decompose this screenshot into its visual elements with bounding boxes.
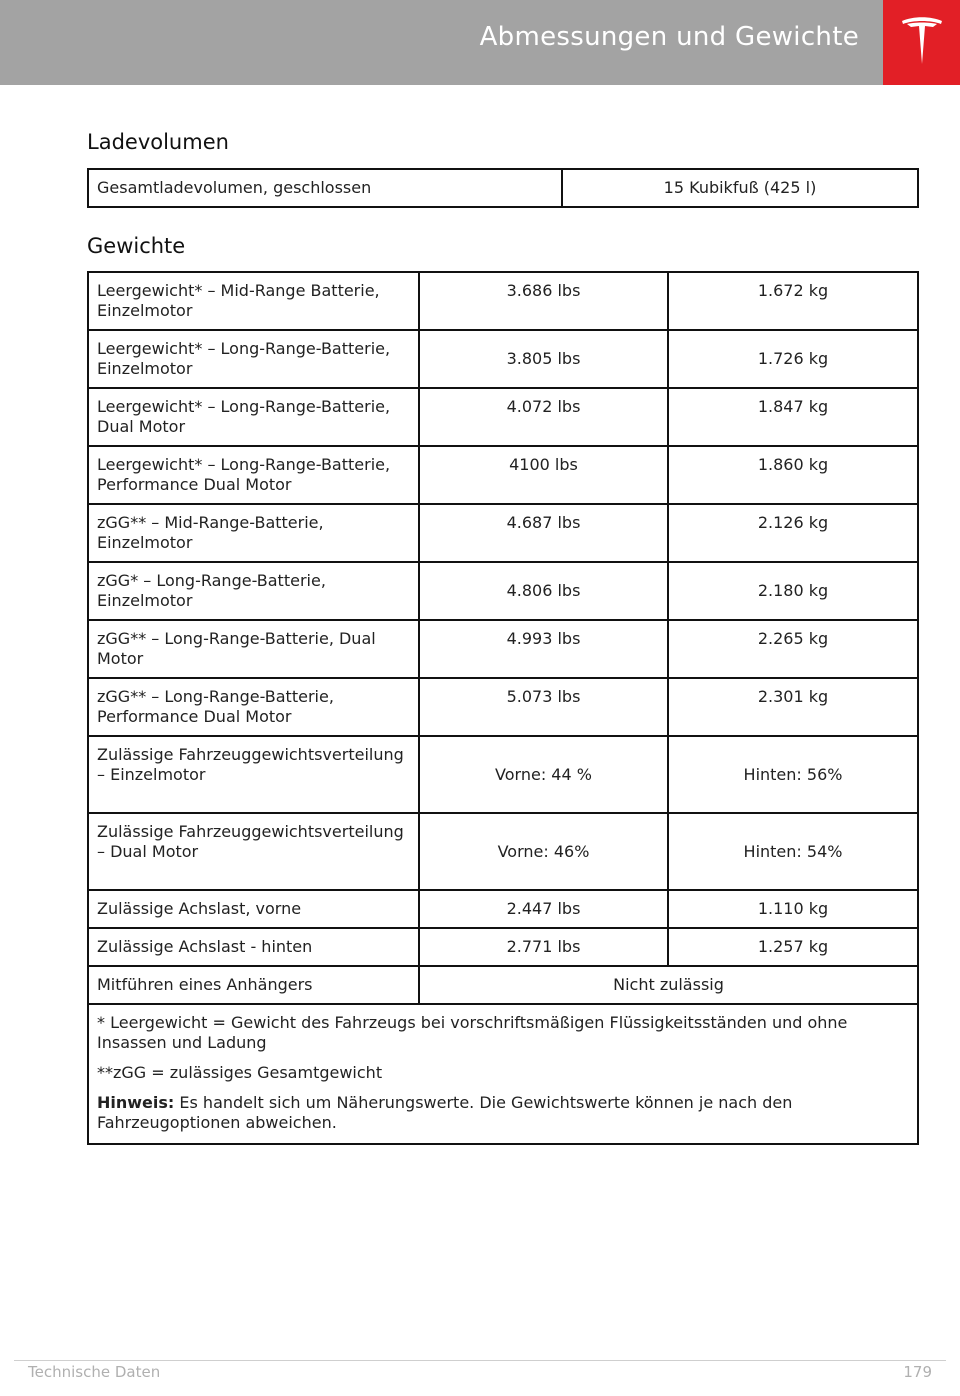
footer-section: Technische Daten [28,1363,161,1381]
row-lbs: 4.072 lbs [419,388,668,446]
row-kg: 1.672 kg [668,272,918,330]
table-row [88,678,918,736]
hint-text: Es handelt sich um Näherungswerte. Die Gewichtswerte können je nach den Fahrzeugoptionen abweichen. [97,1093,793,1132]
row-label: Leergewicht* – Long-Range-Batterie, Performance Dual Motor [88,446,419,504]
trailer-label: Mitführen eines Anhängers [88,966,419,1004]
hint-note [97,1093,909,1133]
header-bar [0,0,883,85]
table-row [88,169,918,207]
table-row [88,388,918,446]
axle-kg: 1.257 kg [668,928,918,966]
distribution-front: Vorne: 46% [419,813,668,890]
table-row [88,330,918,388]
cargo-table [87,168,919,208]
distribution-rear: Hinten: 56% [668,736,918,813]
row-kg: 2.126 kg [668,504,918,562]
row-lbs: 4.993 lbs [419,620,668,678]
table-row [88,890,918,928]
row-label: Leergewicht* – Long-Range-Batterie, Dual Motor [88,388,419,446]
row-label: Leergewicht* – Mid-Range Batterie, Einzelmotor [88,272,419,330]
row-label: zGG** – Mid-Range-Batterie, Einzelmotor [88,504,419,562]
row-lbs: 3.686 lbs [419,272,668,330]
row-kg: 1.847 kg [668,388,918,446]
row-kg: 1.860 kg [668,446,918,504]
table-row [88,813,918,890]
table-row [88,620,918,678]
weights-heading: Gewichte [87,234,186,258]
axle-label: Zulässige Achslast - hinten [88,928,419,966]
footnote-curb-weight: * Leergewicht = Gewicht des Fahrzeugs bei vorschriftsmäßigen Flüssigkeitsständen und ohne Insassen und Ladung [97,1013,848,1052]
row-lbs: 4.687 lbs [419,504,668,562]
table-row [88,736,918,813]
table-row [88,1004,918,1144]
distribution-front: Vorne: 44 % [419,736,668,813]
axle-kg: 1.110 kg [668,890,918,928]
cargo-heading: Ladevolumen [87,130,229,154]
distribution-label: Zulässige Fahrzeuggewichtsverteilung – Einzelmotor [88,736,419,813]
footnote-gvw: **zGG = zulässiges Gesamtgewicht [97,1063,383,1082]
table-row [88,562,918,620]
axle-label: Zulässige Achslast, vorne [88,890,419,928]
hint-label: Hinweis: [97,1093,175,1112]
row-label: Leergewicht* – Long-Range-Batterie, Einzelmotor [88,330,419,388]
row-kg: 2.265 kg [668,620,918,678]
row-kg: 1.726 kg [668,330,918,388]
logo-box [883,0,960,85]
tesla-logo-icon [901,16,943,66]
distribution-label: Zulässige Fahrzeuggewichtsverteilung – Dual Motor [88,813,419,890]
page-title: Abmessungen und Gewichte [479,22,859,52]
row-lbs: 5.073 lbs [419,678,668,736]
row-label: zGG** – Long-Range-Batterie, Dual Motor [88,620,419,678]
table-row [88,928,918,966]
footnotes [88,1004,918,1144]
row-lbs: 4.806 lbs [419,562,668,620]
row-kg: 2.301 kg [668,678,918,736]
cargo-label: Gesamtladevolumen, geschlossen [88,169,562,207]
distribution-rear: Hinten: 54% [668,813,918,890]
table-row [88,504,918,562]
row-label: zGG* – Long-Range-Batterie, Einzelmotor [88,562,419,620]
page-number: 179 [903,1363,932,1381]
row-lbs: 3.805 lbs [419,330,668,388]
row-lbs: 4100 lbs [419,446,668,504]
table-row [88,272,918,330]
footer-divider [14,1360,946,1361]
axle-lbs: 2.447 lbs [419,890,668,928]
axle-lbs: 2.771 lbs [419,928,668,966]
row-kg: 2.180 kg [668,562,918,620]
table-row [88,446,918,504]
trailer-value: Nicht zulässig [419,966,918,1004]
cargo-value: 15 Kubikfuß (425 l) [562,169,918,207]
table-row [88,966,918,1004]
row-label: zGG** – Long-Range-Batterie, Performance Dual Motor [88,678,419,736]
weights-table [87,271,919,1145]
